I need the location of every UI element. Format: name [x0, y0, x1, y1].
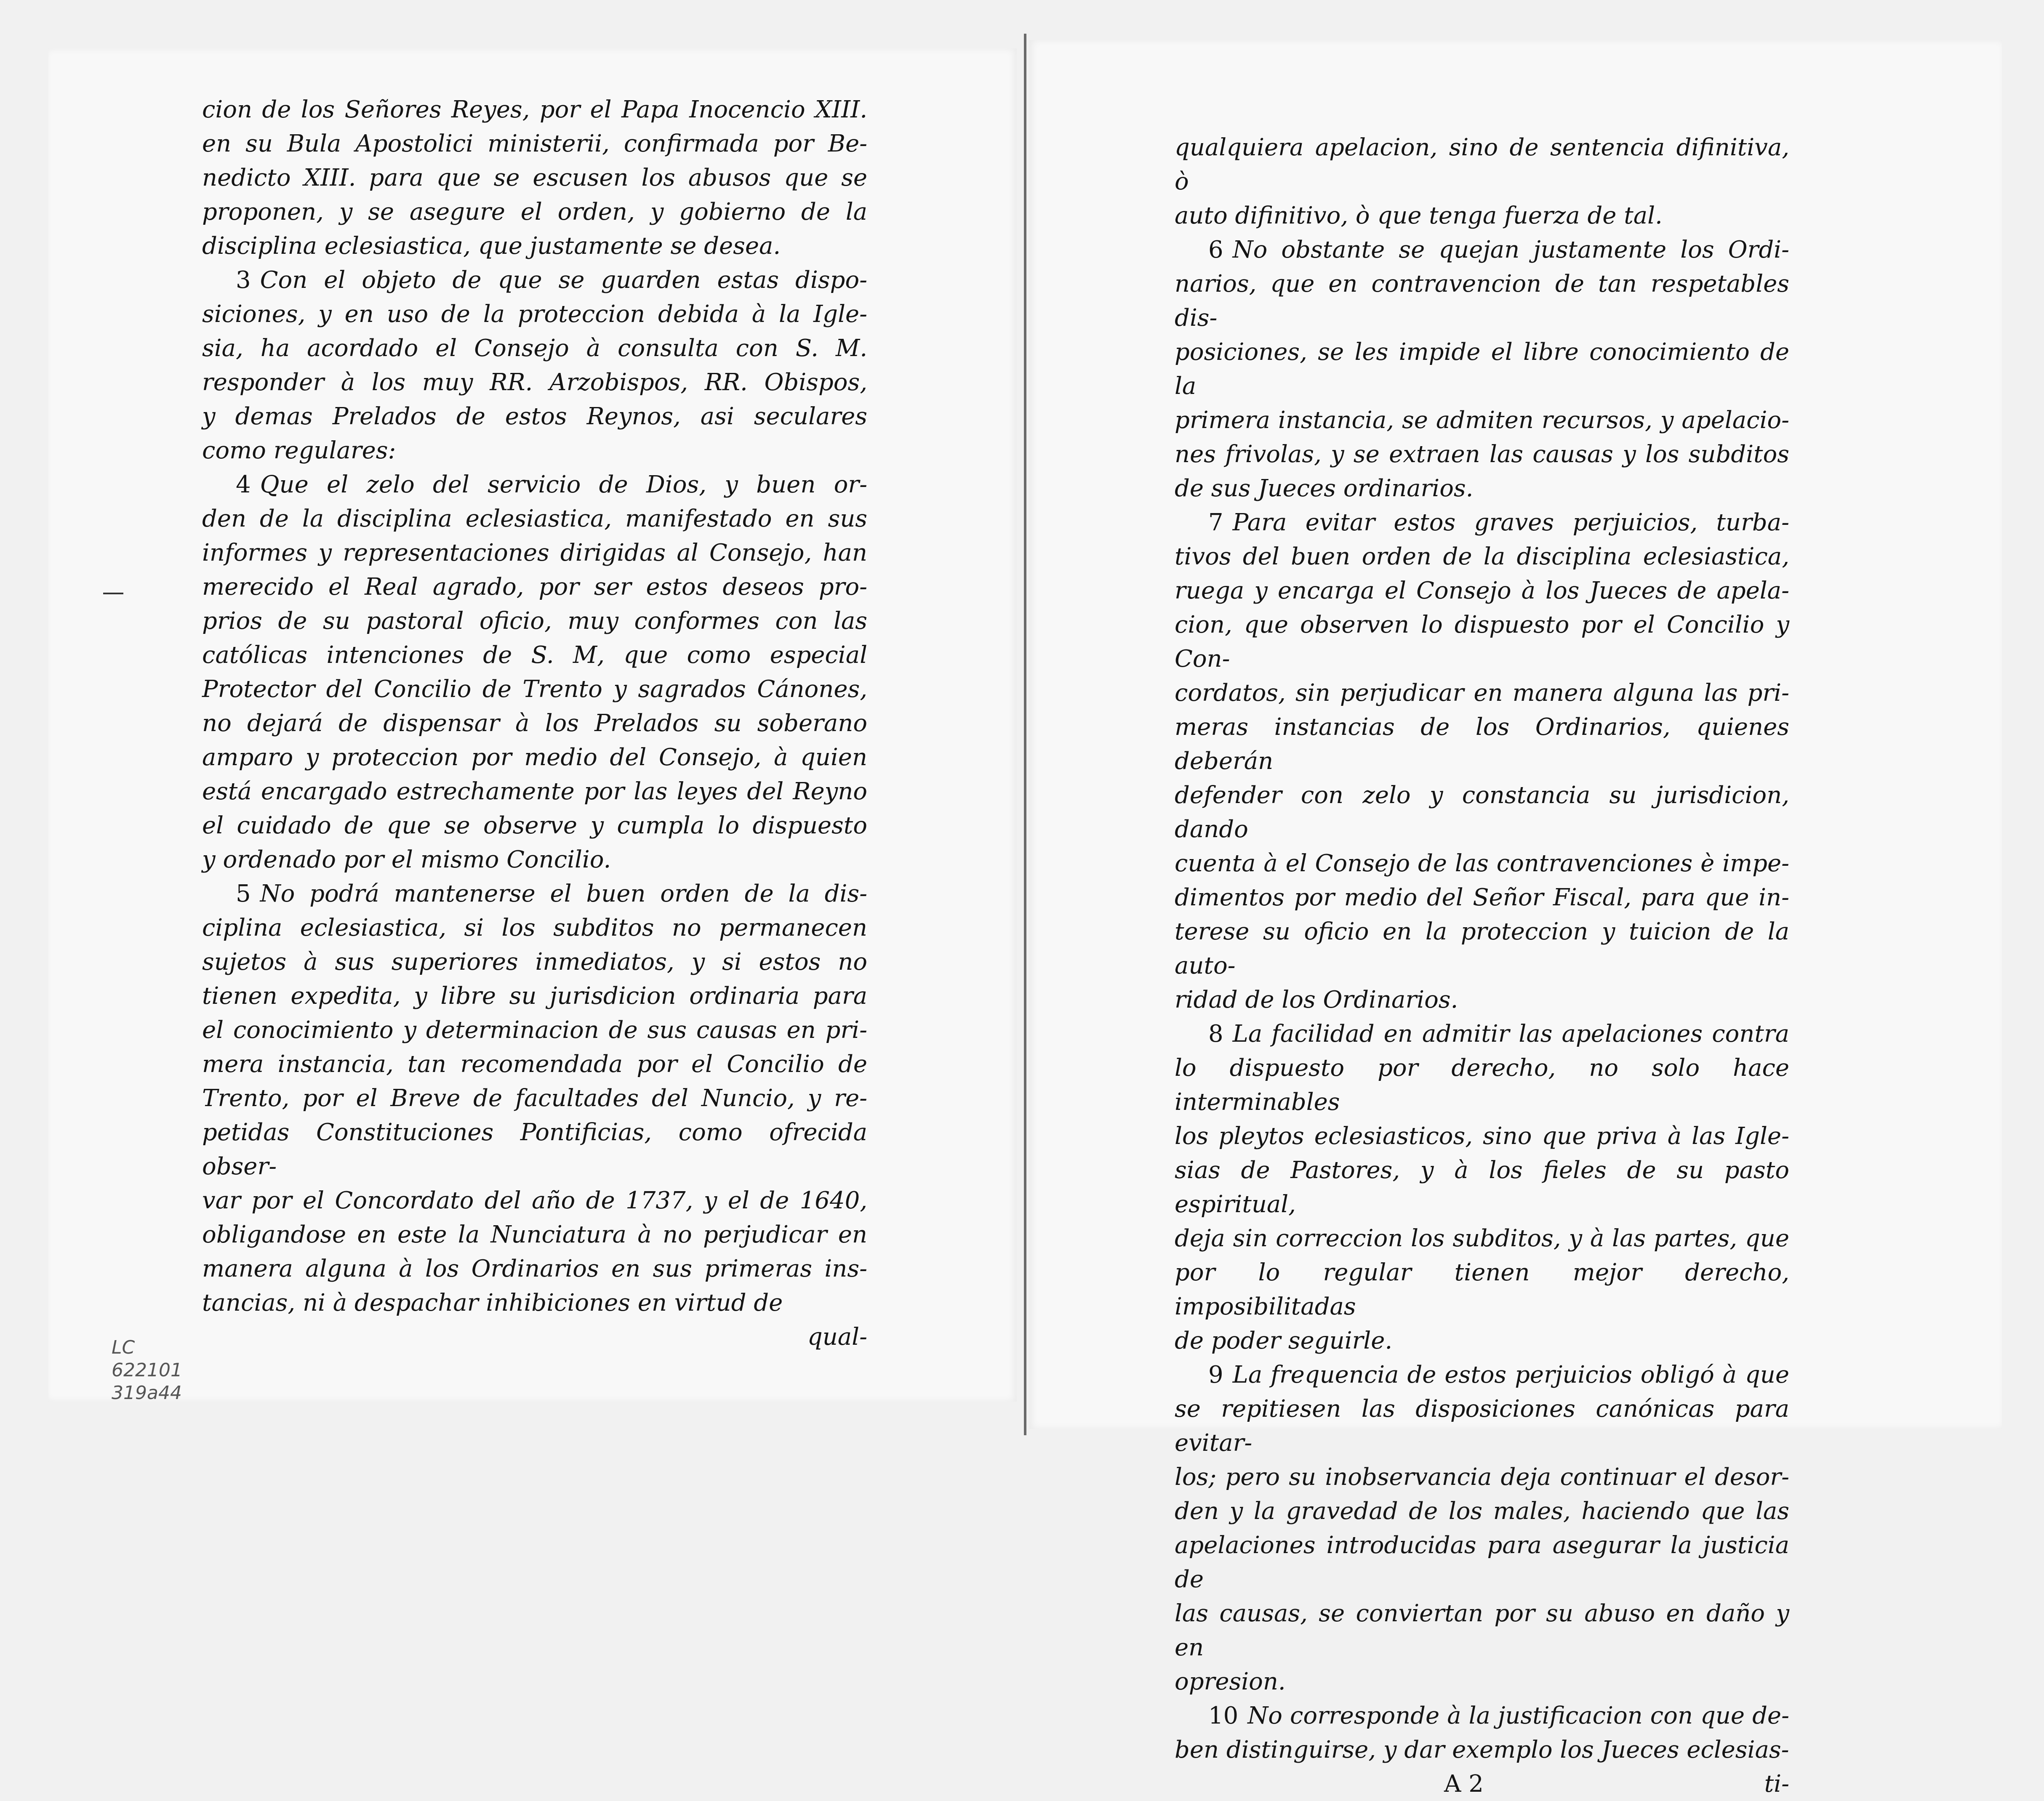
- paragraph-number: 3: [236, 266, 251, 294]
- right-footer: [1175, 1767, 1789, 1801]
- text-line: [202, 911, 867, 945]
- line-text: qualquiera apelacion, sino de sentencia difinitiva, ò: [1175, 134, 1789, 195]
- text-line: [1175, 1256, 1789, 1324]
- page-gutter: [1024, 34, 1026, 1435]
- text-line: [202, 434, 867, 468]
- archive-note-line: LC: [112, 1337, 135, 1358]
- text-line: [1175, 130, 1789, 199]
- text-line: [1175, 199, 1789, 233]
- line-text: informes y representaciones dirigidas al Consejo, han: [202, 539, 867, 567]
- line-text: ben distinguirse, y dar exemplo los Jueces eclesias-: [1175, 1736, 1789, 1764]
- text-line: [1175, 233, 1789, 267]
- line-text: cuenta à el Consejo de las contravenciones è impe-: [1175, 850, 1789, 877]
- line-text: cion, que observen lo dispuesto por el Concilio y Con-: [1175, 611, 1789, 673]
- line-text: en su Bula Apostolici ministerii, confirmada por Be-: [202, 130, 867, 157]
- line-text: cion de los Señores Reyes, por el Papa Inocencio XIII.: [202, 96, 867, 123]
- line-text: de poder seguirle.: [1175, 1327, 1393, 1354]
- line-text: mera instancia, tan recomendada por el Concilio de: [202, 1051, 867, 1078]
- archive-note-line: 622101: [112, 1359, 182, 1381]
- line-text: apelaciones introducidas para asegurar la justicia de: [1175, 1532, 1789, 1593]
- paragraph-number: 7: [1208, 509, 1223, 536]
- paragraph-number: 8: [1208, 1020, 1223, 1048]
- text-line: [202, 399, 867, 434]
- text-line: [1175, 1596, 1789, 1665]
- catchword: qual-: [807, 1323, 867, 1351]
- text-line: [1175, 403, 1789, 437]
- text-line: [1175, 1699, 1789, 1733]
- text-line: [1175, 1460, 1789, 1494]
- text-line: [202, 365, 867, 399]
- line-text: católicas intenciones de S. M, que como especial: [202, 641, 867, 669]
- text-line: [1175, 608, 1789, 676]
- line-text: var por el Concordato del año de 1737, y el de 1640,: [202, 1187, 867, 1214]
- line-text: sia, ha acordado el Consejo à consulta con S. M.: [202, 335, 867, 362]
- text-line: [202, 604, 867, 638]
- text-line: [202, 843, 867, 877]
- text-line: [1175, 1221, 1789, 1256]
- text-line: [202, 1286, 867, 1320]
- line-text: los pleytos eclesiasticos, sino que priva à las Igle-: [1175, 1123, 1789, 1150]
- text-line: [202, 263, 867, 297]
- line-text: los; pero su inobservancia deja continuar el desor-: [1175, 1463, 1789, 1491]
- line-text: manera alguna à los Ordinarios en sus primeras ins-: [202, 1255, 867, 1282]
- text-line: [1175, 846, 1789, 881]
- line-text: lo dispuesto por derecho, no solo hace interminables: [1175, 1054, 1789, 1116]
- text-line: [202, 195, 867, 229]
- text-line: [202, 706, 867, 740]
- line-text: como regulares:: [202, 437, 396, 464]
- text-line: [1175, 1733, 1789, 1767]
- line-text: deja sin correccion los subditos, y à las partes, que: [1175, 1225, 1789, 1252]
- line-text: narios, que en contravencion de tan respetables dis-: [1175, 270, 1789, 332]
- signature-mark: A 2: [1444, 1770, 1484, 1798]
- text-line: [1175, 881, 1789, 915]
- text-line: [202, 1081, 867, 1115]
- text-line: [202, 809, 867, 843]
- text-line: [202, 638, 867, 672]
- line-text: está encargado estrechamente por las leyes del Reyno: [202, 778, 867, 805]
- text-line: [1175, 983, 1789, 1017]
- catchword: ti-: [1764, 1770, 1789, 1798]
- line-text: terese su oficio en la proteccion y tuicion de la auto-: [1175, 918, 1789, 979]
- text-line: [202, 1184, 867, 1218]
- text-line: [1175, 471, 1789, 505]
- line-text: nes frivolas, y se extraen las causas y los subditos: [1175, 441, 1789, 468]
- archive-handwritten-note: [112, 1336, 182, 1405]
- text-line: [1175, 335, 1789, 403]
- line-text: primera instancia, se admiten recursos, y apelacio-: [1175, 407, 1789, 434]
- text-line: [1175, 1494, 1789, 1528]
- line-text: amparo y proteccion por medio del Consejo, à quien: [202, 744, 867, 771]
- line-text: den y la gravedad de los males, haciendo que las: [1175, 1498, 1789, 1525]
- text-line: [202, 502, 867, 536]
- line-text: tivos del buen orden de la disciplina eclesiastica,: [1175, 543, 1789, 570]
- text-line: [1175, 540, 1789, 574]
- line-text: tienen expedita, y libre su jurisdicion ordinaria para: [202, 982, 867, 1010]
- margin-tick-mark: [103, 593, 123, 594]
- line-text: obligandose en este la Nunciatura à no perjudicar en: [202, 1221, 867, 1248]
- line-text: Con el objeto de que se guarden estas dispo-: [260, 266, 867, 294]
- line-text: nedicto XIII. para que se escusen los abusos que se: [202, 164, 867, 192]
- line-text: proponen, y se asegure el orden, y gobierno de la: [202, 198, 867, 226]
- text-line: [1175, 267, 1789, 335]
- text-line: [202, 979, 867, 1013]
- text-line: [1175, 437, 1789, 471]
- text-line: [1175, 915, 1789, 983]
- text-line: [202, 93, 867, 127]
- line-text: ridad de los Ordinarios.: [1175, 986, 1458, 1014]
- text-line: [202, 945, 867, 979]
- line-text: por lo regular tienen mejor derecho, imposibilitadas: [1175, 1259, 1789, 1320]
- line-text: merecido el Real agrado, por ser estos deseos pro-: [202, 573, 867, 601]
- text-line: [202, 570, 867, 604]
- text-line: [1175, 574, 1789, 608]
- text-line: [202, 127, 867, 161]
- line-text: se repitiesen las disposiciones canónicas para evitar-: [1175, 1395, 1789, 1457]
- line-text: el cuidado de que se observe y cumpla lo dispuesto: [202, 812, 867, 839]
- text-line: [202, 468, 867, 502]
- left-text-column: [202, 93, 867, 1354]
- text-line: [202, 1252, 867, 1286]
- line-text: de sus Jueces ordinarios.: [1175, 475, 1474, 502]
- line-text: No podrá mantenerse el buen orden de la dis-: [260, 880, 867, 907]
- text-line: [202, 536, 867, 570]
- line-text: La facilidad en admitir las apelaciones contra: [1232, 1020, 1789, 1048]
- line-text: meras instancias de los Ordinarios, quienes deberán: [1175, 713, 1789, 775]
- line-text: disciplina eclesiastica, que justamente se desea.: [202, 232, 781, 260]
- line-text: posiciones, se les impide el libre conocimiento de la: [1175, 338, 1789, 400]
- text-line: [202, 774, 867, 809]
- text-line: [1175, 676, 1789, 710]
- line-text: petidas Constituciones Pontificias, como ofrecida obser-: [202, 1119, 867, 1180]
- line-text: y demas Prelados de estos Reynos, asi seculares: [202, 403, 867, 430]
- text-line: [1175, 1324, 1789, 1358]
- right-text-column: [1175, 130, 1789, 1801]
- line-text: opresion.: [1175, 1668, 1286, 1695]
- text-line: [202, 297, 867, 331]
- line-text: den de la disciplina eclesiastica, manifestado en sus: [202, 505, 867, 532]
- paragraph-number: 4: [236, 471, 251, 498]
- line-text: Que el zelo del servicio de Dios, y buen or-: [260, 471, 867, 498]
- text-line: [202, 672, 867, 706]
- text-line: [202, 740, 867, 774]
- line-text: La frequencia de estos perjuicios obligó à que: [1232, 1361, 1789, 1389]
- archive-note-line: 319a44: [112, 1382, 182, 1404]
- line-text: cordatos, sin perjudicar en manera alguna las pri-: [1175, 679, 1789, 707]
- text-line: [1175, 1017, 1789, 1051]
- text-line: [1175, 1119, 1789, 1153]
- text-line: [1175, 778, 1789, 846]
- text-line: [202, 229, 867, 263]
- line-text: y ordenado por el mismo Concilio.: [202, 846, 611, 873]
- text-line: [1175, 1528, 1789, 1596]
- line-text: las causas, se conviertan por su abuso en daño y en: [1175, 1600, 1789, 1661]
- line-text: prios de su pastoral oficio, muy conformes con las: [202, 607, 867, 635]
- line-text: responder à los muy RR. Arzobispos, RR. Obispos,: [202, 369, 867, 396]
- text-line: [1175, 1358, 1789, 1392]
- text-line: [202, 1013, 867, 1047]
- text-line: [1175, 1665, 1789, 1699]
- line-text: ciplina eclesiastica, si los subditos no permanecen: [202, 914, 867, 942]
- line-text: Para evitar estos graves perjuicios, turba-: [1232, 509, 1789, 536]
- text-line: [202, 1047, 867, 1081]
- line-text: defender con zelo y constancia su jurisdicion, dando: [1175, 782, 1789, 843]
- line-text: dimentos por medio del Señor Fiscal, para que in-: [1175, 884, 1789, 911]
- text-line: [202, 331, 867, 365]
- line-text: No obstante se quejan justamente los Ordi-: [1232, 236, 1789, 263]
- line-text: siciones, y en uso de la proteccion debida à la Igle-: [202, 301, 867, 328]
- line-text: sias de Pastores, y à los fieles de su pasto espiritual,: [1175, 1157, 1789, 1218]
- text-line: [1175, 1051, 1789, 1119]
- line-text: auto difinitivo, ò que tenga fuerza de tal.: [1175, 202, 1663, 229]
- paragraph-number: 5: [236, 880, 251, 907]
- line-text: sujetos à sus superiores inmediatos, y si estos no: [202, 948, 867, 976]
- text-line: [1175, 505, 1789, 540]
- line-text: no dejará de dispensar à los Prelados su soberano: [202, 710, 867, 737]
- line-text: el conocimiento y determinacion de sus causas en pri-: [202, 1016, 867, 1044]
- text-line: [202, 1218, 867, 1252]
- paragraph-number: 10: [1208, 1702, 1239, 1729]
- text-line: [202, 1115, 867, 1184]
- left-footer: [202, 1320, 867, 1354]
- paragraph-number: 6: [1208, 236, 1223, 263]
- text-line: [202, 877, 867, 911]
- line-text: Protector del Concilio de Trento y sagrados Cánones,: [202, 676, 867, 703]
- text-line: [1175, 710, 1789, 778]
- line-text: ruega y encarga el Consejo à los Jueces de apela-: [1175, 577, 1789, 604]
- text-line: [1175, 1392, 1789, 1460]
- text-line: [1175, 1153, 1789, 1221]
- paragraph-number: 9: [1208, 1361, 1223, 1389]
- text-line: [202, 161, 867, 195]
- line-text: Trento, por el Breve de facultades del Nuncio, y re-: [202, 1085, 867, 1112]
- line-text: No corresponde à la justificacion con que de-: [1247, 1702, 1789, 1729]
- line-text: tancias, ni à despachar inhibiciones en virtud de: [202, 1289, 783, 1317]
